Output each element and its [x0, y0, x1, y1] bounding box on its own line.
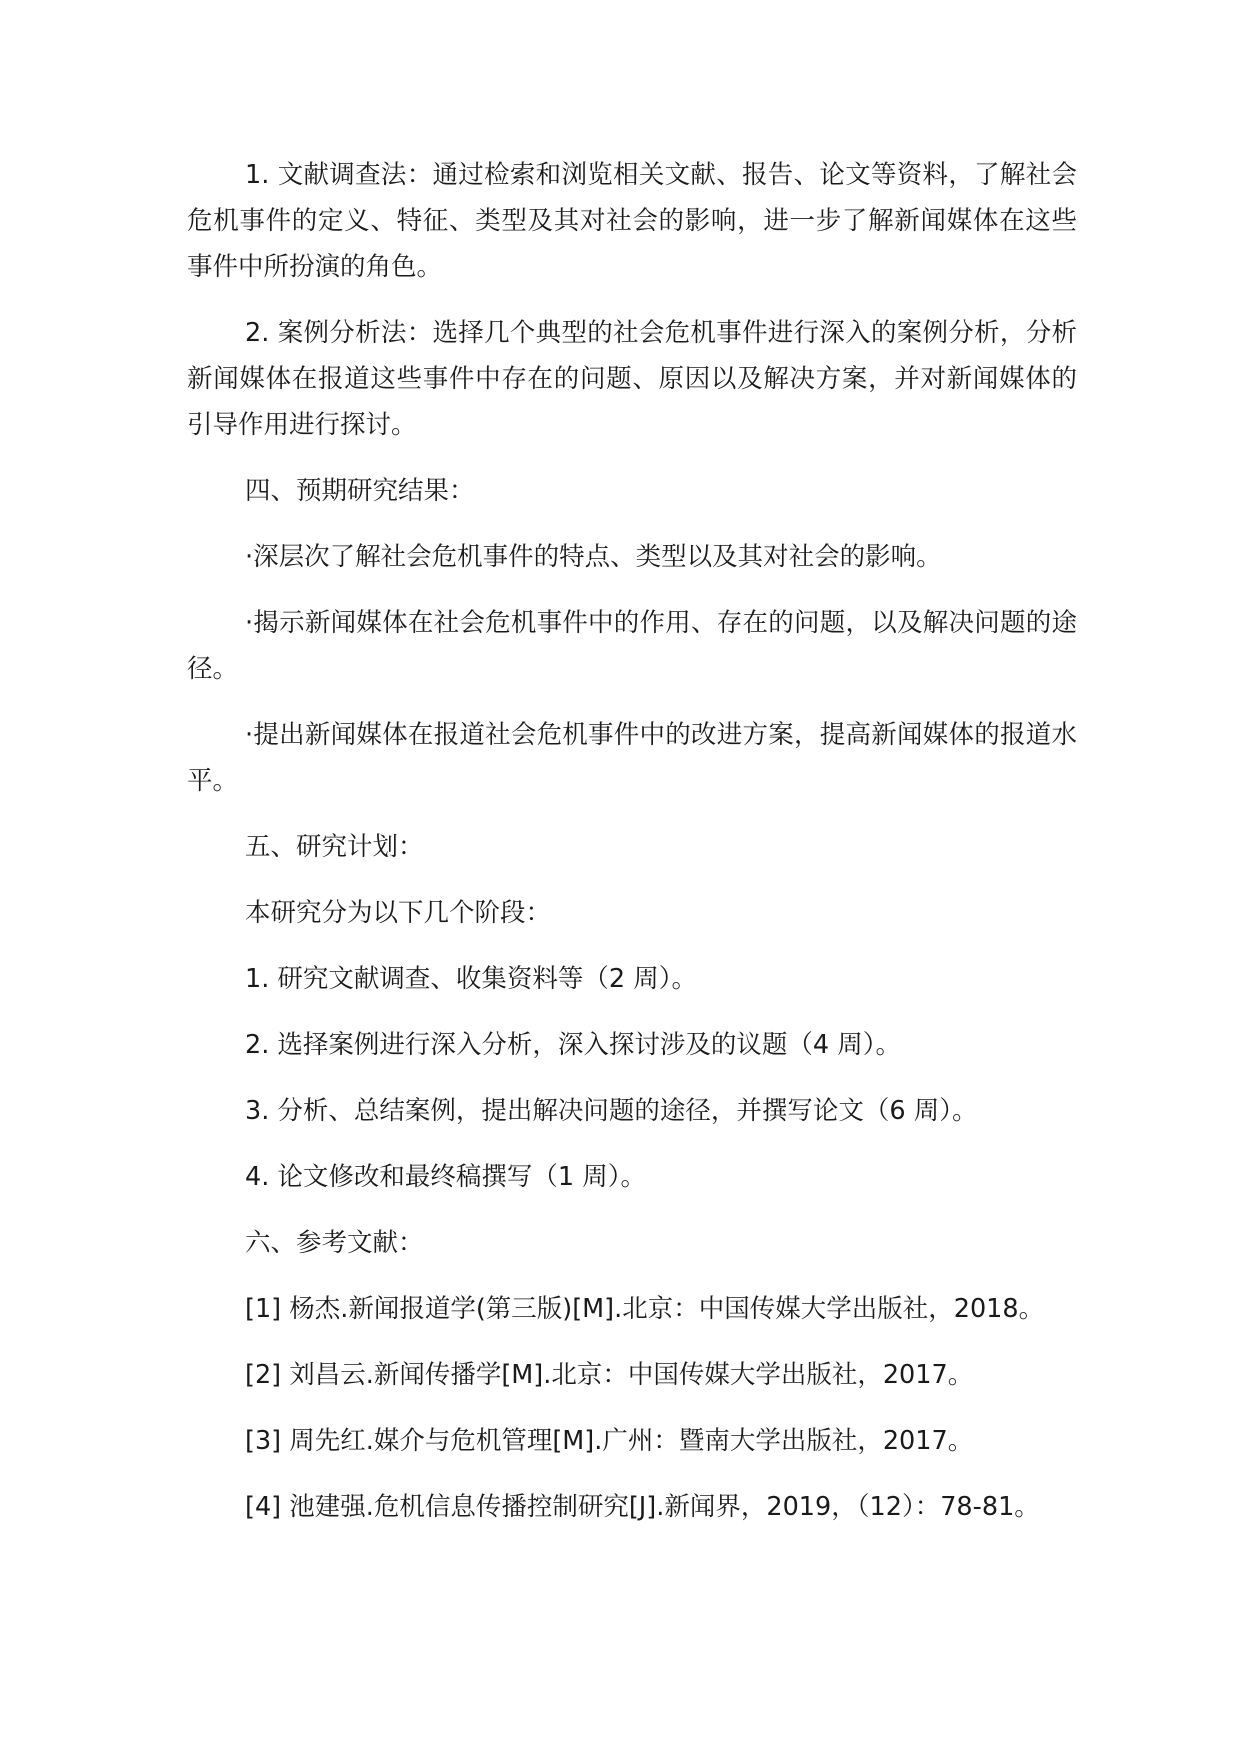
method-case-paragraph: 2. 案例分析法：选择几个典型的社会危机事件进行深入的案例分析，分析新闻媒体在报道这些事件中存在的问题、原因以及解决方案，并对新闻媒体的引导作用进行探讨。: [187, 318, 1077, 440]
plan-stage-2: 2. 选择案例进行深入分析，深入探讨涉及的议题（4 周）。: [245, 1030, 902, 1060]
plan-stage-3: 3. 分析、总结案例，提出解决问题的途径，并撰写论文（6 周）。: [245, 1096, 978, 1126]
document-body: [187, 152, 1077, 1550]
section-heading-research-plan: 五、研究计划：: [245, 832, 424, 862]
reference-2: [2] 刘昌云.新闻传播学[M].北京：中国传媒大学出版社，2017。: [245, 1360, 974, 1390]
reference-4: [4] 池建强.危机信息传播控制研究[J].新闻界，2019，（12）：78-81。: [245, 1492, 1040, 1522]
section-heading-expected-results: 四、预期研究结果：: [245, 476, 475, 506]
reference-1: [1] 杨杰.新闻报道学(第三版)[M].北京：中国传媒大学出版社，2018。: [245, 1294, 1045, 1324]
plan-intro: 本研究分为以下几个阶段：: [245, 898, 552, 928]
result-item-1: ·深层次了解社会危机事件的特点、类型以及其对社会的影响。: [245, 542, 942, 572]
result-item-3: ·提出新闻媒体在报道社会危机事件中的改进方案，提高新闻媒体的报道水平。: [187, 720, 1077, 796]
plan-stage-1: 1. 研究文献调查、收集资料等（2 周）。: [245, 964, 698, 994]
reference-3: [3] 周先红.媒介与危机管理[M].广州：暨南大学出版社，2017。: [245, 1426, 974, 1456]
method-literature-paragraph: 1. 文献调查法：通过检索和浏览相关文献、报告、论文等资料，了解社会危机事件的定义、特征、类型及其对社会的影响，进一步了解新闻媒体在这些事件中所扮演的角色。: [187, 160, 1077, 282]
result-item-2: ·揭示新闻媒体在社会危机事件中的作用、存在的问题，以及解决问题的途径。: [187, 608, 1077, 684]
section-heading-references: 六、参考文献：: [245, 1228, 424, 1258]
plan-stage-4: 4. 论文修改和最终稿撰写（1 周）。: [245, 1162, 647, 1192]
